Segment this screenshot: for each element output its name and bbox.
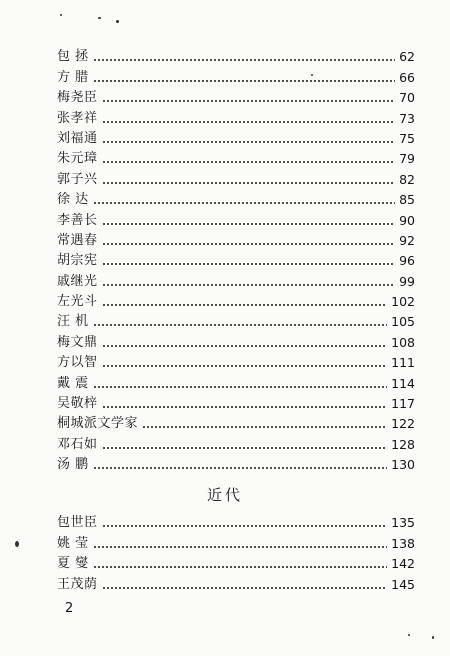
leader-dots [102,182,396,184]
scan-speck [98,17,101,19]
toc-entry[interactable] [57,167,415,187]
leader-dots [102,406,388,408]
toc-entry[interactable] [57,310,415,330]
entry-name: 邓石如 [57,436,98,452]
toc-entry[interactable] [57,392,415,412]
leader-dots [93,546,388,548]
leader-dots [142,426,387,428]
entry-name: 常遇春 [57,232,98,248]
entry-page: 111 [391,355,415,371]
entry-name: 方 腊 [57,69,89,85]
entry-name: 汪 机 [57,314,89,330]
entry-page: 105 [391,314,415,330]
entry-name: 吴敬梓 [57,396,98,412]
leader-dots [102,243,396,245]
entry-page: 66 [399,69,415,85]
toc-entry[interactable] [57,208,415,228]
entry-page: 117 [391,396,415,412]
entry-name: 戴 震 [57,375,89,391]
leader-dots [102,100,396,102]
entry-name: 刘福通 [57,130,98,146]
leader-dots [102,365,388,367]
entry-name: 左光斗 [57,294,98,310]
scan-speck [116,20,119,23]
scan-speck [15,541,19,547]
entry-name: 朱元璋 [57,151,98,167]
toc-entry[interactable] [57,330,415,350]
entry-name: 汤 鹏 [57,457,89,473]
entry-name: 姚 莹 [57,535,89,551]
entry-name: 郭子兴 [57,171,98,187]
leader-dots [93,566,388,568]
toc-entry[interactable] [57,249,415,269]
leader-dots [93,80,395,82]
entry-name: 李善长 [57,212,98,228]
entry-name: 桐城派文学家 [57,416,139,432]
entry-page: 92 [399,232,415,248]
scan-speck [408,634,410,636]
leader-dots [102,263,396,265]
entry-name: 王茂荫 [57,576,98,592]
entry-page: 135 [391,515,415,531]
entry-name: 夏 燮 [57,556,89,572]
entry-page: 82 [399,171,415,187]
entry-page: 73 [399,110,415,126]
page-number: 2 [65,601,74,616]
entry-name: 胡宗宪 [57,253,98,269]
leader-dots [93,59,395,61]
leader-dots [102,447,388,449]
toc-entry[interactable] [57,269,415,289]
entry-page: 96 [399,253,415,269]
toc-entry[interactable] [57,432,415,452]
entry-page: 128 [391,436,415,452]
entry-name: 包世臣 [57,515,98,531]
entry-page: 85 [399,192,415,208]
entry-page: 62 [399,49,415,65]
leader-dots [102,141,396,143]
leader-dots [102,587,388,589]
toc-entry[interactable] [57,106,415,126]
entry-page: 99 [399,273,415,289]
toc-entry[interactable] [57,572,415,592]
scan-speck [432,636,434,639]
entry-page: 75 [399,130,415,146]
entry-name: 徐 达 [57,192,89,208]
entry-page: 102 [391,294,415,310]
leader-dots [102,161,396,163]
leader-dots [102,223,396,225]
entry-name: 梅尧臣 [57,90,98,106]
entry-name: 包 拯 [57,49,89,65]
toc-entry[interactable] [57,45,415,65]
toc-entry[interactable] [57,531,415,551]
toc-entry[interactable] [57,412,415,432]
entry-page: 122 [391,416,415,432]
leader-dots [93,202,395,204]
toc-entry[interactable] [57,453,415,473]
entry-name: 张孝祥 [57,110,98,126]
entry-name: 方以智 [57,355,98,371]
leader-dots [102,345,388,347]
entry-page: 145 [391,576,415,592]
leader-dots [102,284,396,286]
entry-page: 79 [399,151,415,167]
toc-entry[interactable] [57,290,415,310]
toc-entry[interactable] [57,127,415,147]
leader-dots [102,121,396,123]
leader-dots [93,467,388,469]
leader-dots [102,525,388,527]
toc-entry[interactable] [57,552,415,572]
entry-page: 70 [399,90,415,106]
section-heading: 近代 [206,486,243,504]
leader-dots [102,304,388,306]
entry-name: 梅文鼎 [57,334,98,350]
leader-dots [93,386,388,388]
toc-list-modern [57,511,415,593]
toc-entry[interactable] [57,147,415,167]
toc-entry[interactable] [57,229,415,249]
entry-page: 108 [391,334,415,350]
toc-list-ancient [57,45,415,473]
toc-entry[interactable] [57,86,415,106]
entry-page: 114 [391,375,415,391]
toc-entry[interactable] [57,371,415,391]
entry-name: 戚继光 [57,273,98,289]
toc-entry[interactable] [57,351,415,371]
toc-entry[interactable] [57,511,415,531]
entry-page: 130 [391,457,415,473]
toc-entry[interactable] [57,188,415,208]
entry-page: 90 [399,212,415,228]
entry-page: 142 [391,556,415,572]
toc-entry[interactable] [57,65,415,85]
leader-dots [93,324,388,326]
scan-speck [60,14,62,16]
entry-page: 138 [391,535,415,551]
